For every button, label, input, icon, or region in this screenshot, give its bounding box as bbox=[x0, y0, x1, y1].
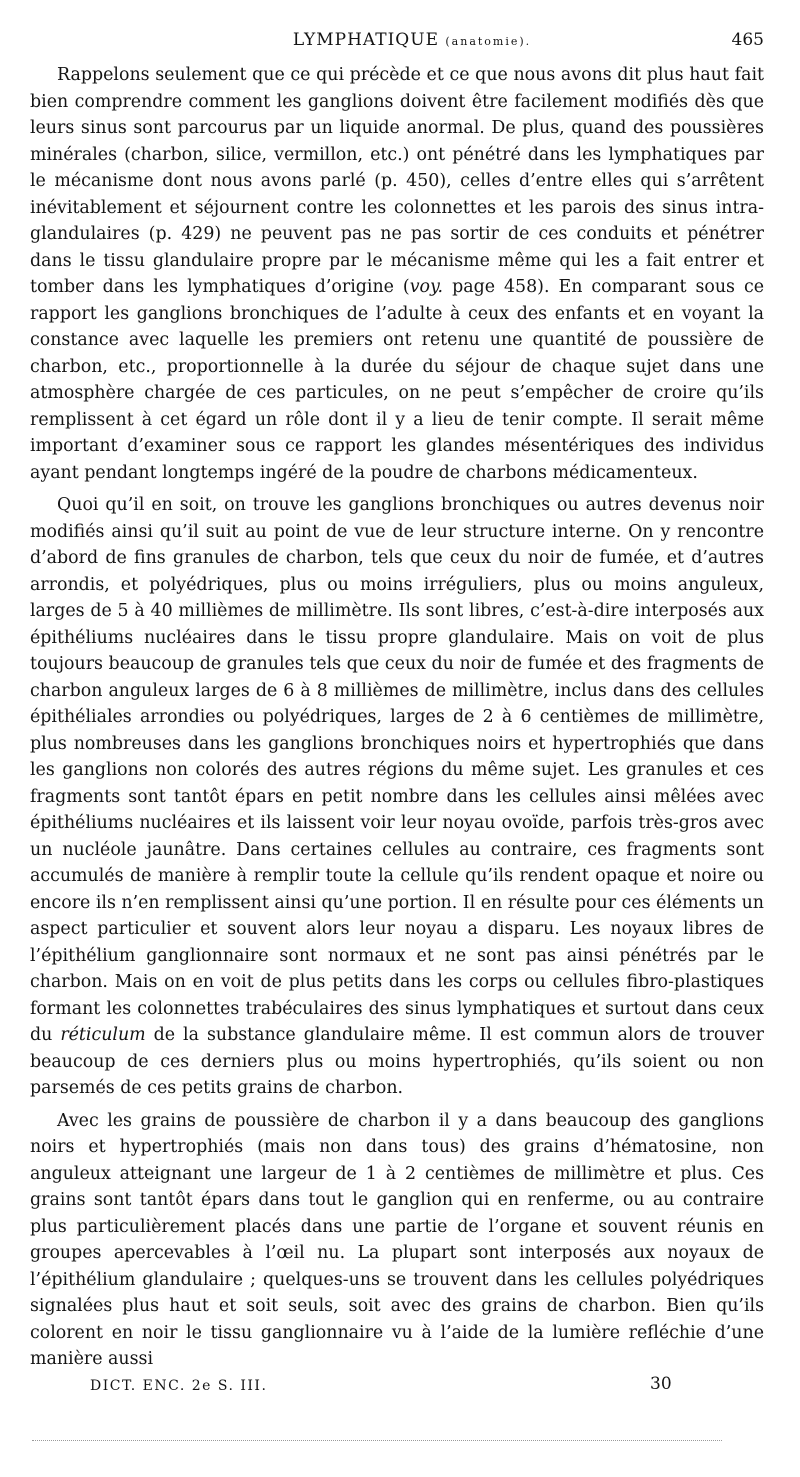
text-segment: page 458). En comparant sous ce rapport les ganglions bronchiques de l’adulte à ceux des enfants et en voyant la constance avec laquelle les premiers ont retenu une quantité de poussière de charbon, etc., proportionnelle à la durée du séjour de chaque sujet dans une atmosphère chargée de ces particules, on ne peut s’empêcher de croire qu’ils remplissent à cet égard un rôle dont il y a lieu de tenir compte. Il serait même important d’examiner sous ce rapport les glandes mésentériques des individus ayant pendant longtemps ingéré de la poudre de charbons médicamenteux. bbox=[30, 277, 764, 483]
bottom-dotted-rule bbox=[32, 1440, 722, 1441]
text-segment: de la substance glandulaire même. Il est commun alors de trouver beaucoup de ces derniers plus ou moins hypertrophiés, qu’ils soient ou non parsemés de ces petits grains de charbon. bbox=[30, 1025, 764, 1098]
page-footer bbox=[90, 1374, 690, 1402]
paragraph bbox=[30, 62, 764, 486]
italic-text: réticulum bbox=[60, 1025, 146, 1045]
running-header bbox=[60, 30, 764, 56]
paragraph bbox=[30, 1108, 764, 1373]
body-text bbox=[30, 62, 764, 1379]
printer-signature: DICT. ENC. 2e S. III. bbox=[90, 1378, 268, 1394]
italic-text: voy. bbox=[409, 277, 444, 297]
text-segment: Quoi qu’il en soit, on trouve les ganglions bronchiques ou autres devenus noir modifiés ainsi qu’il suit au point de vue de leur structure interne. On y rencontre d’abord de fins granules de charbon, tels que ceux du noir de fumée, et d’autres arrondis, et polyédriques, plus ou moins irréguliers, plus ou moins anguleux, larges de 5 à 40 millièmes de millimètre. Ils sont libres, c’est-à-dire interposés aux épithéliums nucléaires dans le tissu propre glandulaire. Mais on voit de plus toujours beaucoup de granules tels que ceux du noir de fumée et des fragments de charbon anguleux larges de 6 à 8 millièmes de millimètre, inclus dans des cellules épithéliales arrondies ou polyédriques, larges de 2 à 6 centièmes de millimètre, plus nombreuses dans les ganglions bronchiques noirs et hypertrophiés que dans les ganglions non colorés des autres régions du même sujet. Les granules et ces fragments sont tantôt épars en petit nombre dans les cellules ainsi mêlées avec épithéliums nucléaires et ils laissent voir leur noyau ovoïde, parfois très-gros avec un nucléole jaunâtre. Dans certaines cellules au contraire, ces fragments sont accumulés de manière à remplir toute la cellule qu’ils rendent opaque et noire ou encore ils n’en remplissent ainsi qu’une portion. Il en résulte pour ces éléments un aspect particulier et souvent alors leur noyau a disparu. Les noyaux libres de l’épithélium ganglionnaire sont normaux et ne sont pas ainsi pénétrés par le charbon. Mais on en voit de plus petits dans les corps ou cellules fibro-plastiques formant les colonnettes trabéculaires des sinus lymphatiques et surtout dans ceux du bbox=[30, 495, 764, 1045]
running-title bbox=[60, 30, 764, 50]
text-segment: Rappelons seulement que ce qui précède et ce que nous avons dit plus haut fait bien comprendre comment les ganglions doivent être facilement modifiés dès que leurs sinus sont parcourus par un liquide anormal. De plus, quand des poussières minérales (charbon, silice, vermillon, etc.) ont pénétré dans les lymphatiques par le mécanisme dont nous avons parlé (p. 450), celles d’entre elles qui s’arrêtent inévitablement et séjournent contre les colonnettes et les parois des sinus intra-glandulaires (p. 429) ne peuvent pas ne pas sortir de ces conduits et pénétrer dans le tissu glandulaire propre par le mécanisme même qui les a fait entrer et tomber dans les lymphatiques d’origine ( bbox=[30, 65, 764, 297]
running-title-main: LYMPHATIQUE bbox=[292, 30, 439, 50]
page-number: 465 bbox=[731, 30, 764, 50]
running-title-subtitle: (anatomie). bbox=[445, 35, 532, 48]
sheet-number: 30 bbox=[650, 1374, 672, 1394]
text-segment: Avec les grains de poussière de charbon il y a dans beaucoup des ganglions noirs et hypertrophiés (mais non dans tous) des grains d’hématosine, non anguleux atteignant une largeur de 1 à 2 centièmes de millimètre et plus. Ces grains sont tantôt épars dans tout le ganglion qui en renferme, ou au contraire plus particulièrement placés dans une partie de l’organe et souvent réunis en groupes apercevables à l’œil nu. La plupart sont interposés aux noyaux de l’épithélium glandulaire ; quelques-uns se trouvent dans les cellules polyédriques signalées plus haut et soit seuls, soit avec des grains de charbon. Bien qu’ils colorent en noir le tissu ganglionnaire vu à l’aide de la lumière refléchie d’une manière aussi bbox=[30, 1110, 764, 1369]
paragraph bbox=[30, 492, 764, 1102]
